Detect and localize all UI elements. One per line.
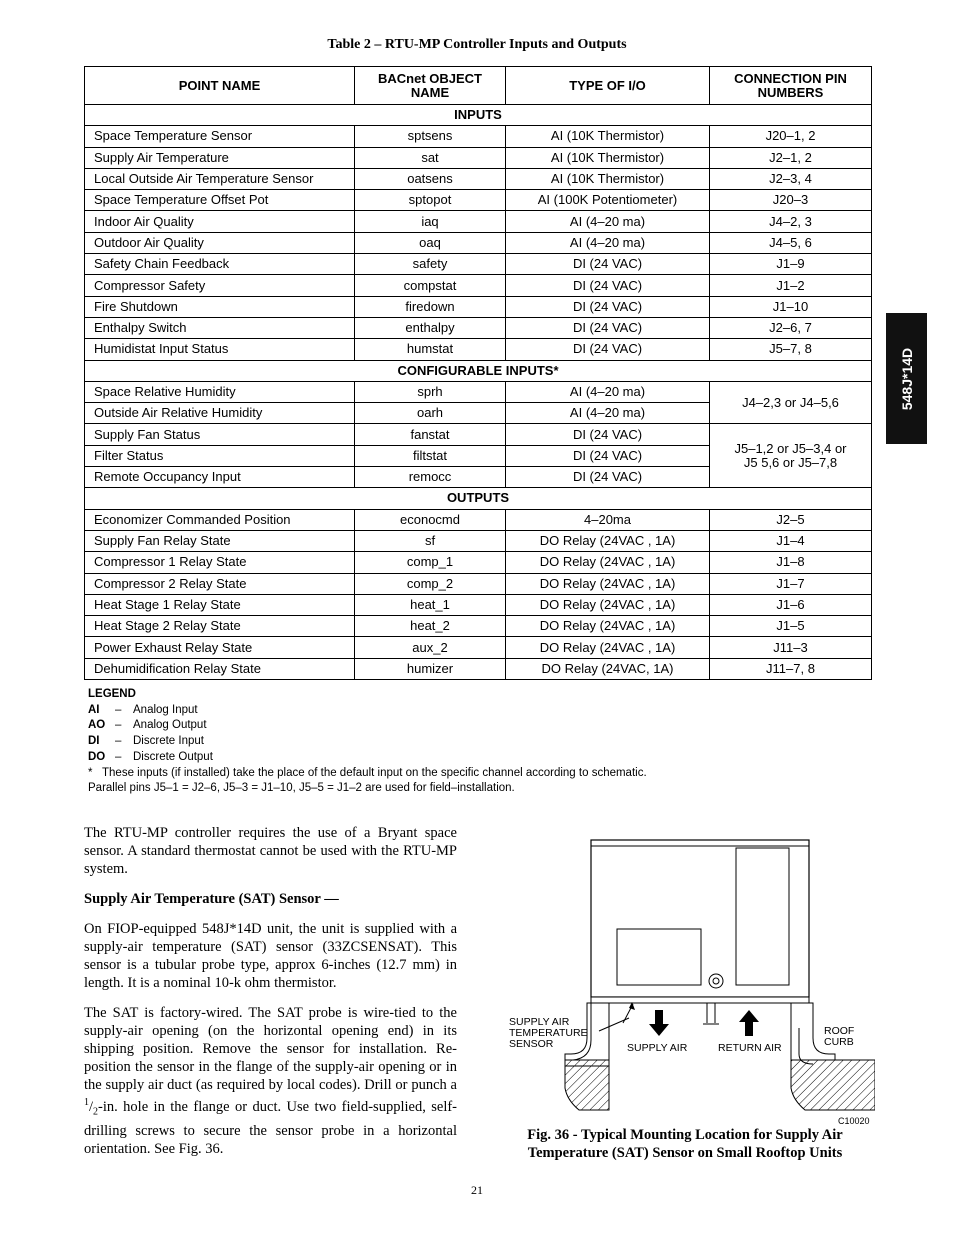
- table-row: [85, 232, 872, 253]
- footnote-star: *: [88, 766, 93, 779]
- legend-dash: –: [115, 735, 122, 748]
- bacnet-name-cell: compstat: [355, 275, 506, 296]
- pin-number-cell: J2–5: [710, 509, 872, 530]
- bacnet-name-cell: humizer: [355, 658, 506, 679]
- legend-text: Discrete Input: [133, 735, 204, 748]
- table-row: [85, 275, 872, 296]
- pin-number-cell: J1–9: [710, 254, 872, 275]
- legend-item: [88, 718, 647, 734]
- legend-item: [88, 750, 647, 766]
- table-row: [85, 317, 872, 338]
- io-type-cell: DO Relay (24VAC , 1A): [506, 552, 710, 573]
- io-type-cell: DO Relay (24VAC , 1A): [506, 637, 710, 658]
- legend-title: LEGEND: [88, 688, 136, 700]
- io-type-cell: DO Relay (24VAC , 1A): [506, 616, 710, 637]
- section-row-configurable: [85, 360, 872, 381]
- label-roof: ROOF: [824, 1025, 855, 1037]
- point-name-cell: Compressor 1 Relay State: [85, 552, 355, 573]
- supply-air-arrow-icon: [649, 1010, 669, 1036]
- table-row: [85, 509, 872, 530]
- pin-number-cell: J1–5: [710, 616, 872, 637]
- bacnet-name-cell: humstat: [355, 339, 506, 360]
- legend-abbr: AO: [88, 719, 106, 732]
- label-sat-line3: SENSOR: [509, 1038, 554, 1050]
- io-type-cell: AI (10K Thermistor): [506, 168, 710, 189]
- bacnet-name-cell: oarh: [355, 403, 506, 424]
- io-type-cell: AI (4–20 ma): [506, 232, 710, 253]
- table-row: [85, 381, 872, 402]
- legend-item: [88, 734, 647, 750]
- pin-number-cell: J1–4: [710, 530, 872, 551]
- point-name-cell: Dehumidification Relay State: [85, 658, 355, 679]
- point-name-cell: Space Temperature Sensor: [85, 126, 355, 147]
- pin-group-1-cell: J4–2,3 or J4–5,6: [710, 381, 872, 424]
- table-row: [85, 594, 872, 615]
- rooftop-unit: [591, 840, 809, 1027]
- point-name-cell: Compressor 2 Relay State: [85, 573, 355, 594]
- table-row: [85, 190, 872, 211]
- bacnet-name-cell: heat_1: [355, 594, 506, 615]
- bacnet-name-cell: sf: [355, 530, 506, 551]
- section-label-configurable: CONFIGURABLE INPUTS*: [85, 360, 872, 381]
- io-type-cell: AI (4–20 ma): [506, 381, 710, 402]
- io-type-cell: DO Relay (24VAC , 1A): [506, 530, 710, 551]
- io-type-cell: AI (4–20 ma): [506, 211, 710, 232]
- header-pin-numbers: CONNECTION PIN NUMBERS: [710, 67, 872, 105]
- parallel-note: Parallel pins J5–1 = J2–6, J5–3 = J1–10, J5–5 = J1–2 are used for field–installation.: [88, 782, 515, 795]
- bacnet-name-cell: sat: [355, 147, 506, 168]
- legend-abbr: DI: [88, 735, 100, 748]
- caption-line-1: Fig. 36 - Typical Mounting Location for Supply Air: [527, 1127, 843, 1143]
- io-type-cell: DO Relay (24VAC , 1A): [506, 573, 710, 594]
- table-row: [85, 424, 872, 445]
- io-type-cell: DI (24 VAC): [506, 254, 710, 275]
- pin-number-cell: J2–1, 2: [710, 147, 872, 168]
- section-row-inputs: [85, 105, 872, 126]
- point-name-cell: Space Temperature Offset Pot: [85, 190, 355, 211]
- fraction-denominator: 2: [93, 1106, 99, 1118]
- bacnet-name-cell: enthalpy: [355, 317, 506, 338]
- side-panel: [736, 848, 789, 985]
- point-name-cell: Compressor Safety: [85, 275, 355, 296]
- bacnet-name-cell: filtstat: [355, 445, 506, 466]
- pin-number-cell: J4–2, 3: [710, 211, 872, 232]
- figure-caption: [490, 1126, 880, 1162]
- pin-number-cell: J1–7: [710, 573, 872, 594]
- pin-number-cell: J1–10: [710, 296, 872, 317]
- side-tab: [886, 313, 927, 444]
- legend-abbr: AI: [88, 703, 100, 716]
- section-heading-sat: Supply Air Temperature (SAT) Sensor —: [84, 891, 339, 907]
- legend: [88, 687, 647, 797]
- point-name-cell: Indoor Air Quality: [85, 211, 355, 232]
- bacnet-name-cell: econocmd: [355, 509, 506, 530]
- caption-line-2: Temperature (SAT) Sensor on Small Rooftop Units: [527, 1145, 843, 1161]
- pin-number-cell: J4–5, 6: [710, 232, 872, 253]
- pin-number-cell: J1–2: [710, 275, 872, 296]
- pin-number-cell: J11–7, 8: [710, 658, 872, 679]
- table-row: [85, 573, 872, 594]
- para3-start: The SAT is factory-wired. The SAT probe is wire-tied to the supply-air opening (on the horizontal opening end) in its shipping position. Remove the sensor for installation. Re-position the sensor in the flange of the supply-air opening or in the supply air duct (as required by local codes). Drill or punch a: [84, 1005, 457, 1093]
- bacnet-name-cell: iaq: [355, 211, 506, 232]
- point-name-cell: Outside Air Relative Humidity: [85, 403, 355, 424]
- roof-curb-right: [791, 1003, 875, 1110]
- point-name-cell: Heat Stage 2 Relay State: [85, 616, 355, 637]
- point-name-cell: Remote Occupancy Input: [85, 467, 355, 488]
- point-name-cell: Local Outside Air Temperature Sensor: [85, 168, 355, 189]
- pin-group-2-cell: [710, 424, 872, 488]
- table-row: [85, 616, 872, 637]
- point-name-cell: Economizer Commanded Position: [85, 509, 355, 530]
- pin-number-cell: J20–1, 2: [710, 126, 872, 147]
- header-point-name: POINT NAME: [85, 67, 355, 105]
- bacnet-name-cell: sptsens: [355, 126, 506, 147]
- section-row-outputs: [85, 488, 872, 509]
- section-label-inputs: INPUTS: [85, 105, 872, 126]
- io-type-cell: 4–20ma: [506, 509, 710, 530]
- pin-number-cell: J1–6: [710, 594, 872, 615]
- table-row: [85, 211, 872, 232]
- point-name-cell: Filter Status: [85, 445, 355, 466]
- label-return-air: RETURN AIR: [718, 1042, 782, 1054]
- io-type-cell: DO Relay (24VAC , 1A): [506, 594, 710, 615]
- point-name-cell: Supply Air Temperature: [85, 147, 355, 168]
- table-row: [85, 658, 872, 679]
- table-row: [85, 296, 872, 317]
- bacnet-name-cell: oatsens: [355, 168, 506, 189]
- io-type-cell: DI (24 VAC): [506, 296, 710, 317]
- label-curb: CURB: [824, 1036, 854, 1048]
- table-header-row: [85, 67, 872, 105]
- point-name-cell: Space Relative Humidity: [85, 381, 355, 402]
- body-text: [84, 824, 457, 1170]
- table-row: [85, 254, 872, 275]
- point-name-cell: Safety Chain Feedback: [85, 254, 355, 275]
- pin-number-cell: J1–8: [710, 552, 872, 573]
- bacnet-name-cell: safety: [355, 254, 506, 275]
- label-sat-line2: TEMPERATURE: [509, 1027, 588, 1039]
- para3-end: -in. hole in the flange or duct. Use two field-supplied, self-drilling screws to secure the sensor probe in a horizontal orientation. See Fig. 36.: [84, 1098, 457, 1157]
- io-type-cell: DI (24 VAC): [506, 445, 710, 466]
- paragraph-fiop: On FIOP-equipped 548J*14D unit, the unit is supplied with a supply-air temperature (SAT) sensor (33ZCSENSAT). This sensor is a tubular probe type, approx 6-inches (12.7 mm) in length. It is a nominal 10-k ohm thermistor.: [84, 921, 457, 991]
- legend-dash: –: [115, 703, 122, 716]
- bacnet-name-cell: aux_2: [355, 637, 506, 658]
- legend-footnote: [88, 766, 647, 782]
- bacnet-name-cell: sptopot: [355, 190, 506, 211]
- io-type-cell: AI (100K Potentiometer): [506, 190, 710, 211]
- legend-dash: –: [115, 750, 122, 763]
- io-type-cell: AI (4–20 ma): [506, 403, 710, 424]
- header-bacnet-name: BACnet OBJECT NAME: [355, 67, 506, 105]
- io-type-cell: DI (24 VAC): [506, 317, 710, 338]
- return-air-arrow-icon: [739, 1010, 759, 1036]
- point-name-cell: Outdoor Air Quality: [85, 232, 355, 253]
- access-panel: [617, 929, 701, 985]
- bacnet-name-cell: heat_2: [355, 616, 506, 637]
- bacnet-name-cell: firedown: [355, 296, 506, 317]
- pin-number-cell: J2–6, 7: [710, 317, 872, 338]
- pin-group-2-line1: J5–1,2 or J5–3,4 or: [734, 440, 847, 456]
- roof-curb-left: [565, 1003, 609, 1110]
- bacnet-name-cell: comp_2: [355, 573, 506, 594]
- table-row: [85, 126, 872, 147]
- paragraph-rtu-mp: The RTU-MP controller requires the use of a Bryant space sensor. A standard thermostat cannot be used with the RTU-MP system.: [84, 825, 457, 877]
- point-name-cell: Supply Fan Status: [85, 424, 355, 445]
- io-type-cell: AI (10K Thermistor): [506, 126, 710, 147]
- header-io-type: TYPE OF I/O: [506, 67, 710, 105]
- side-tab-label: 548J*14D: [898, 347, 915, 410]
- pin-number-cell: J20–3: [710, 190, 872, 211]
- legend-dash: –: [115, 719, 122, 732]
- sat-mounting-diagram: [505, 838, 875, 1128]
- bacnet-name-cell: sprh: [355, 381, 506, 402]
- point-name-cell: Enthalpy Switch: [85, 317, 355, 338]
- io-type-cell: DO Relay (24VAC, 1A): [506, 658, 710, 679]
- point-name-cell: Humidistat Input Status: [85, 339, 355, 360]
- figure-code: C10020: [838, 1116, 870, 1126]
- pin-number-cell: J5–7, 8: [710, 339, 872, 360]
- table-row: [85, 530, 872, 551]
- legend-item: [88, 703, 647, 719]
- io-type-cell: DI (24 VAC): [506, 424, 710, 445]
- point-name-cell: Supply Fan Relay State: [85, 530, 355, 551]
- legend-text: Analog Input: [133, 703, 198, 716]
- legend-items: [88, 703, 647, 766]
- table-row: [85, 339, 872, 360]
- bacnet-name-cell: comp_1: [355, 552, 506, 573]
- pin-number-cell: J2–3, 4: [710, 168, 872, 189]
- table-body: [85, 105, 872, 680]
- table-row: [85, 552, 872, 573]
- legend-abbr: DO: [88, 750, 106, 763]
- bacnet-name-cell: oaq: [355, 232, 506, 253]
- label-sat-line1: SUPPLY AIR: [509, 1016, 570, 1028]
- io-type-cell: DI (24 VAC): [506, 339, 710, 360]
- legend-text: Discrete Output: [133, 750, 213, 763]
- pin-number-cell: J11–3: [710, 637, 872, 658]
- table-title: Table 2 – RTU-MP Controller Inputs and Outputs: [327, 37, 627, 52]
- point-name-cell: Power Exhaust Relay State: [85, 637, 355, 658]
- page-number: 21: [471, 1183, 483, 1197]
- label-supply-air: SUPPLY AIR: [627, 1042, 688, 1054]
- point-name-cell: Heat Stage 1 Relay State: [85, 594, 355, 615]
- paragraph-sat-install: The SAT is factory-wired. The SAT probe is wire-tied to the supply-air opening (on the horizontal opening end) in its shipping position. Remove the sensor for installation. Re-position the sensor in the flange of the supply-air opening or in the supply air duct (as required by local codes). Drill or punch a $^1/_2-in$. hole in the flange or duct. Use two field-supplied, self-drilling screws to secure the sensor probe in a horizontal orientation. See Fig. 36.: [84, 1005, 457, 1157]
- footnote-text: These inputs (if installed) take the place of the default input on the specific channel according to schematic.: [102, 766, 647, 779]
- figure-36: [505, 838, 875, 1128]
- table-row: [85, 168, 872, 189]
- bacnet-name-cell: remocc: [355, 467, 506, 488]
- bacnet-name-cell: fanstat: [355, 424, 506, 445]
- io-table: [84, 66, 872, 680]
- fraction-numerator: 1: [84, 1097, 89, 1108]
- io-type-cell: AI (10K Thermistor): [506, 147, 710, 168]
- table-row: [85, 147, 872, 168]
- io-type-cell: DI (24 VAC): [506, 467, 710, 488]
- section-label-outputs: OUTPUTS: [85, 488, 872, 509]
- io-type-cell: DI (24 VAC): [506, 275, 710, 296]
- legend-text: Analog Output: [133, 719, 207, 732]
- table-row: [85, 637, 872, 658]
- pin-group-2-line2: J5 5,6 or J5–7,8: [743, 454, 838, 470]
- point-name-cell: Fire Shutdown: [85, 296, 355, 317]
